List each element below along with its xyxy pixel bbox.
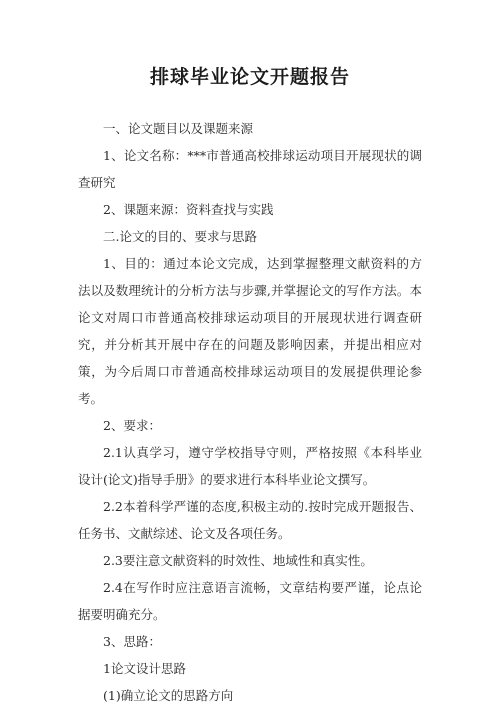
purpose-paragraph: 1、目的：通过本论文完成，达到掌握整理文献资料的方法以及数理统计的分析方法与步骤,并掌握论文的写作方法。本论文对周口市普通高校排球运动项目的开展现状进行调查研究，并分析其开展中存在的问题及影响因素，并提出相应对策，为今后周口市普通高校排球运动项目的发展提供理论参考。 <box>78 256 422 406</box>
paper-name-paragraph: 1、论文名称：***市普通高校排球运动项目开展现状的调查研究 <box>78 148 422 190</box>
section-heading-2: 二.论文的目的、要求与思路 <box>103 229 257 244</box>
requirement-2-2: 2.2本着科学严谨的态度,积极主动的.按时完成开题报告、任务书、文献综述、论文及各项任务。 <box>78 499 422 541</box>
document-body <box>78 115 422 709</box>
requirement-2-1: 2.1认真学习，遵守学校指导守则，严格按照《本科毕业设计(论文)指导手册》的要求进行本科毕业论文撰写。 <box>78 445 422 487</box>
document-title: 排球毕业论文开题报告 <box>149 66 350 88</box>
topic-source-paragraph: 2、课题来源：资料查找与实践 <box>103 202 274 217</box>
requirements-heading: 2、要求： <box>103 418 161 433</box>
section-heading-1: 一、论文题目以及课题来源 <box>103 121 254 136</box>
requirement-2-3: 2.3要注意文献资料的时效性、地域性和真实性。 <box>103 553 373 568</box>
approach-item-1: (1)确立论文的思路方向 <box>103 688 234 703</box>
design-approach-heading: 1论文设计思路 <box>103 661 186 676</box>
approach-heading: 3、思路： <box>103 634 161 649</box>
requirement-2-4: 2.4在写作时应注意语言流畅，文章结构要严谨，论点论据要明确充分。 <box>78 580 422 622</box>
